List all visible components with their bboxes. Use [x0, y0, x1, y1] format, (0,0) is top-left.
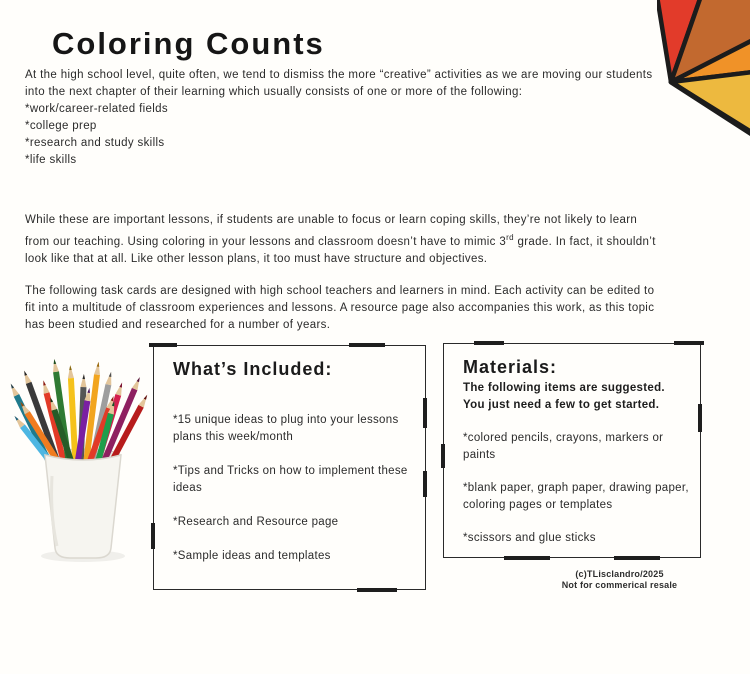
whats-included-box — [153, 345, 426, 590]
materials-subheading — [444, 378, 693, 414]
list-item: *blank paper, graph paper, drawing paper, coloring pages or templates — [463, 482, 689, 511]
pencils-group — [8, 359, 150, 469]
sketch-corner-mark — [614, 556, 660, 560]
sketch-corner-mark — [149, 343, 177, 347]
materials-subheading-line: You just need a few to get started. — [463, 399, 660, 411]
intro-bullet: *work/career-related fields — [25, 103, 169, 115]
list-item: *15 unique ideas to plug into your lessons plans this week/month — [173, 414, 399, 443]
sketch-corner-mark — [357, 588, 397, 592]
intro-bullet: *college prep — [25, 120, 97, 132]
materials-heading: Materials: — [463, 357, 558, 377]
copyright-line: Not for commerical resale — [561, 580, 678, 590]
list-item: *Sample ideas and templates — [173, 550, 331, 562]
copyright-line: (c)TLisclandro/2025 — [575, 569, 664, 579]
sketch-corner-mark — [441, 444, 445, 468]
materials-list — [444, 430, 700, 547]
page-title: Coloring Counts — [52, 26, 325, 61]
list-item: *scissors and glue sticks — [463, 532, 596, 544]
sketch-corner-mark — [698, 404, 702, 432]
whats-included-heading: What’s Included: — [173, 359, 333, 379]
paragraph-task-cards: The following task cards are designed with high school teachers and learners in mind. Each activity can be edited to fit into a multitude of classroom experiences and lessons. A resource page also accompanies this work, as this topic has been studied and researched for a number of years. — [25, 285, 655, 331]
intro-paragraph — [25, 67, 661, 169]
list-item: *Tips and Tricks on how to implement these ideas — [173, 465, 408, 494]
pencil-cup-illustration — [8, 356, 158, 568]
sketch-corner-mark — [474, 341, 504, 345]
sketch-corner-mark — [423, 471, 427, 497]
paragraph-coping-skills — [25, 212, 665, 268]
copyright-note — [497, 569, 742, 591]
sketch-corner-mark — [504, 556, 550, 560]
materials-box — [443, 343, 701, 558]
para2-text-after: grade. In fact, it shouldn’t look like that at all. Like other lesson plans, it too must have structure and objectives. — [25, 235, 656, 265]
list-item: *colored pencils, crayons, markers or paints — [463, 432, 664, 461]
whats-included-list — [154, 412, 425, 565]
sketch-corner-mark — [349, 343, 385, 347]
intro-bullet: *research and study skills — [25, 137, 165, 149]
list-item: *Research and Resource page — [173, 516, 339, 528]
corner-fan-decoration — [657, 0, 750, 140]
para2-text: While these are important lessons, if students are unable to focus or learn coping skills, they’re not likely to learn from our teaching. Using coloring in your lessons and classroom doesn’t have to mimic 3 — [25, 214, 638, 248]
para2-superscript: rd — [506, 233, 514, 242]
intro-bullet: *life skills — [25, 154, 77, 166]
intro-text: At the high school level, quite often, we tend to dismiss the more “creative” activities as we are moving our students into the next chapter of their learning which usually consists of one or more of the following: — [25, 69, 653, 98]
sketch-corner-mark — [423, 398, 427, 428]
materials-subheading-line: The following items are suggested. — [463, 382, 665, 394]
sketch-corner-mark — [674, 341, 704, 345]
